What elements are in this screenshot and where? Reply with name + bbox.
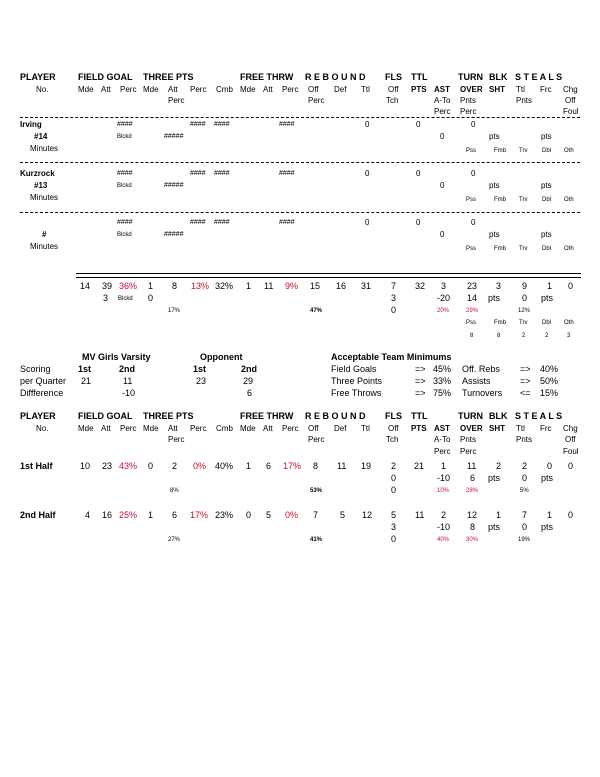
zero: 0 [365,120,370,129]
oth: Oth [564,320,574,326]
hash: #### [190,121,206,128]
ft-perc: Perc [282,424,299,433]
opp-q1-header: 1st [193,364,207,374]
fta: 11 [264,281,274,291]
fls2: 0 [391,473,397,483]
opponent-title: Opponent [200,352,243,362]
turn-perc: Perc [460,107,477,116]
block-header: BLK [489,72,508,82]
att: 3 [103,293,109,303]
stl2: 0 [522,522,528,532]
half-label: 2nd Half [20,510,56,520]
zero: 0 [471,169,476,178]
pts-label: pts [488,473,501,483]
opp-q2-diff: 6 [247,388,253,398]
zero: 0 [471,120,476,129]
stl-perc: 12% [518,308,531,314]
hash: #### [190,219,206,226]
ast-perc: Perc [434,107,451,116]
blk: 1 [496,510,502,520]
scoring-label: Scoring [20,364,51,374]
min-val: 33% [433,376,452,386]
ast: 3 [441,281,447,291]
min-op: => [520,364,531,374]
steals-header: S T E A L S [515,72,563,82]
to2: 6 [470,473,476,483]
pts: pts [541,230,552,239]
ast-ato: A-To [434,96,451,105]
min-label: Three Points [331,376,383,386]
zero: 0 [440,181,445,190]
tp-perc2: 27% [168,537,181,543]
blocked: Blckd [117,183,132,189]
sht: SHT [489,85,505,94]
tp: 0 [148,293,154,303]
off-perc: 41% [310,537,323,543]
hash: #### [117,219,133,226]
cmb: 23% [215,510,234,520]
dbl: Dbl [542,197,552,203]
dbl-val: 2 [545,333,549,339]
trv-val: 2 [522,333,526,339]
fg-perc: 43% [119,461,138,471]
blk: 3 [496,281,502,291]
min-label: Free Throws [331,388,382,398]
trv: Trv [519,246,528,252]
player-name: Irving [20,120,42,129]
fg-mde: Mde [78,85,94,94]
pts: pts [489,132,500,141]
blocked: Blckd [118,296,133,302]
off: 8 [313,461,319,471]
stl-pnts: Pnts [516,435,533,444]
trv: Trv [519,197,528,203]
stl2: 0 [522,473,528,483]
to2: 14 [467,293,478,303]
block-header: BLK [489,411,508,421]
pts-label: pts [541,473,554,483]
hash: #### [117,121,133,128]
tp-perc2: 17% [168,308,181,314]
ftm: 0 [246,510,252,520]
ast-perc: Perc [434,447,451,456]
turn-header: TURN [458,411,483,421]
field-goal-header: FIELD GOAL [78,411,133,421]
player-name: Kurzrock [20,169,55,178]
ast-perc: 40% [437,537,450,543]
zero: 0 [416,218,421,227]
to: 23 [467,281,478,291]
min-label: Turnovers [462,388,503,398]
stl-ttl: Ttl [516,424,525,433]
chg: Chg [563,424,578,433]
to-perc: 29% [466,308,479,314]
min-val: 15% [540,388,559,398]
trv: Trv [519,148,528,154]
reb-def: Def [334,424,347,433]
pss: Pss [466,246,477,252]
tp-perc: Perc [190,424,207,433]
field-goal-header: FIELD GOAL [78,72,133,82]
cmb: Cmb [216,85,233,94]
hash: ##### [164,182,184,189]
hash: #### [279,121,295,128]
blk: 2 [496,461,502,471]
reb-off: Off [308,424,319,433]
min-op: => [520,376,531,386]
q1-header: 1st [78,364,92,374]
trv: Trv [519,320,528,326]
free-throw-header: FREE THRW [240,72,294,82]
pts: pts [541,181,552,190]
no-header: No. [36,85,49,94]
fg-perc: Perc [120,424,137,433]
stl-perc: 5% [520,488,529,494]
min-op: => [415,388,426,398]
frc: Frc [540,424,552,433]
q1-score: 21 [81,376,92,386]
three-pts-header: THREE PTS [143,411,194,421]
chg: 0 [568,281,574,291]
hash: ##### [164,133,184,140]
pss-val: 8 [470,333,474,339]
zero: 0 [440,230,445,239]
fmb: Fmb [494,197,506,203]
opp-q2-score: 29 [243,376,254,386]
min-op: => [415,364,426,374]
fls3: 0 [391,305,397,315]
ftm: 1 [246,281,252,291]
min-val: 45% [433,364,452,374]
ft-perc: Perc [282,85,299,94]
tp-perc: 0% [193,461,207,471]
pts-label: pts [488,293,501,303]
cmb: 32% [215,281,234,291]
tp-perc: Perc [190,85,207,94]
frc: Frc [540,85,552,94]
ft-perc: 0% [285,510,299,520]
player-number: #14 [34,132,48,141]
difference-label: Diffference [20,388,64,398]
tpa: 6 [172,510,178,520]
fg-mde: Mde [78,424,94,433]
hash: #### [279,219,295,226]
to2: 8 [470,522,476,532]
opp-q1-score: 23 [196,376,207,386]
chg-foul: Foul [563,107,579,116]
pts: 32 [415,281,426,291]
fg-perc: 25% [119,510,138,520]
ast-perc: 10% [437,488,450,494]
tp-att-perc: Perc [168,435,185,444]
def: 16 [336,281,347,291]
hash: #### [214,170,230,177]
fta: 6 [266,461,272,471]
to: 12 [467,510,478,520]
chg: 0 [568,461,574,471]
dbl: Dbl [542,246,552,252]
oth: Oth [564,197,574,203]
reb-ttl: Ttl [361,424,370,433]
player-number: #13 [34,181,48,190]
fta: 5 [266,510,272,520]
oth: Oth [564,246,574,252]
stl: 9 [522,281,528,291]
no-header: No. [36,424,49,433]
reb-off-perc: Perc [308,435,325,444]
oth: Oth [564,148,574,154]
ft-mde: Mde [240,424,256,433]
ft-att: Att [263,85,273,94]
chg-off: Off [565,435,576,444]
fouls-header: FLS [385,72,402,82]
over: OVER [460,424,483,433]
fmb: Fmb [494,148,506,154]
ttl: 19 [361,461,372,471]
cmb: 40% [215,461,234,471]
off-perc: 47% [310,308,323,314]
tpm: 0 [148,461,154,471]
zero: 0 [471,218,476,227]
off: 7 [313,510,319,520]
total-header: TTL [411,411,428,421]
tp-perc: 17% [190,510,209,520]
ft-mde: Mde [240,85,256,94]
hash: #### [190,170,206,177]
pts: PTS [411,424,427,433]
three-pts-header: THREE PTS [143,72,194,82]
stl-pnts: Pnts [516,96,533,105]
ato: -20 [437,293,451,303]
dbl: Dbl [542,148,552,154]
tp-att-perc: Perc [168,96,185,105]
over: OVER [460,85,483,94]
tpa: 8 [172,281,178,291]
reb-ttl: Ttl [361,85,370,94]
chg-off: Off [565,96,576,105]
rebound-header: R E B O U N D [305,72,366,82]
hash: #### [117,170,133,177]
hash: #### [279,170,295,177]
pts-label: pts [488,522,501,532]
q2-diff: -10 [122,388,136,398]
q2-header: 2nd [119,364,136,374]
total-header: TTL [411,72,428,82]
player-header: PLAYER [20,72,56,82]
fls2: 3 [391,522,397,532]
min-op: => [415,376,426,386]
def: 5 [340,510,346,520]
fls2: 3 [391,293,397,303]
ft-perc: 17% [283,461,302,471]
fmb-val: 8 [497,333,501,339]
chg: 0 [568,510,574,520]
opp-q2-header: 2nd [241,364,258,374]
ast: 2 [441,510,447,520]
ast-ato: A-To [434,435,451,444]
fls3: 0 [391,534,397,544]
minutes-label: Minutes [30,242,59,251]
ast: AST [434,85,450,94]
off: 15 [310,281,321,291]
ast: AST [434,424,450,433]
dbl: Dbl [542,320,552,326]
min-val: 50% [540,376,559,386]
fgm: 10 [79,461,90,471]
minimums-title: Acceptable Team Minimums [331,352,452,362]
per-quarter-label: per Quarter [20,376,67,386]
fga: 23 [101,461,112,471]
ttl: 31 [361,281,372,291]
tp-att: Att [168,424,178,433]
pss: Pss [466,197,477,203]
stl-perc: 19% [518,537,531,543]
tpm: 1 [148,281,154,291]
pts: 21 [414,461,425,471]
reb-off: Off [308,85,319,94]
pts-label: pts [541,293,554,303]
tp-mde: Mde [143,85,159,94]
off-perc: 53% [310,488,323,494]
turn-pnts: Pnts [460,96,477,105]
blocked: Blckd [117,232,132,238]
frc: 0 [547,461,553,471]
fls-tch: Tch [386,435,399,444]
pts-label: pts [541,522,554,532]
to-perc: 30% [466,537,479,543]
pts: pts [541,132,552,141]
fmb: Fmb [494,320,506,326]
tp-perc2: 8% [170,488,179,494]
reb-off-perc: Perc [308,96,325,105]
pts: pts [489,230,500,239]
free-throw-header: FREE THRW [240,411,294,421]
ft-perc: 9% [285,281,299,291]
tpm: 1 [148,510,154,520]
fls: 5 [391,510,397,520]
chg: Chg [563,85,578,94]
to-perc: 28% [466,488,479,494]
tp-mde: Mde [143,424,159,433]
fg-att: Att [101,424,111,433]
turn-pnts: Pnts [460,435,477,444]
hash: #### [214,121,230,128]
tpa: 2 [172,461,178,471]
ftm: 1 [246,461,252,471]
pss: Pss [466,320,477,326]
frc: 1 [547,281,553,291]
half-label: 1st Half [20,461,53,471]
fls: 2 [391,461,397,471]
fls3: 0 [391,485,397,495]
ft-att: Att [263,424,273,433]
turn-perc: Perc [460,447,477,456]
fgm: 14 [79,281,90,291]
zero: 0 [365,169,370,178]
zero: 0 [416,120,421,129]
min-val: 40% [540,364,559,374]
pts: pts [489,181,500,190]
fg-perc: 36% [119,281,138,291]
min-label: Off. Rebs [462,364,500,374]
tp-att: Att [168,85,178,94]
fls-off: Off [388,85,399,94]
min-op: <= [520,388,531,398]
pts: 11 [415,510,425,520]
fouls-header: FLS [385,411,402,421]
oth-val: 3 [567,333,571,339]
cmb: Cmb [216,424,233,433]
ast-perc: 20% [437,308,450,314]
steals-header: S T E A L S [515,411,563,421]
hash: ##### [164,231,184,238]
team-title: MV Girls Varsity [82,352,151,362]
ato: -10 [437,522,451,532]
pts: PTS [411,85,427,94]
zero: 0 [440,132,445,141]
fls-off: Off [388,424,399,433]
ttl: 12 [362,510,373,520]
fls-tch: Tch [386,96,399,105]
fg-perc: Perc [120,85,137,94]
rebound-header: R E B O U N D [305,411,366,421]
stl: 7 [522,510,528,520]
fga: 16 [101,510,112,520]
min-label: Assists [462,376,491,386]
frc: 1 [547,510,553,520]
to: 11 [467,461,477,471]
stl: 2 [522,461,528,471]
minutes-label: Minutes [30,193,59,202]
stl2: 0 [522,293,528,303]
blocked: Blckd [117,134,132,140]
chg-foul: Foul [563,447,579,456]
ast: 1 [441,461,447,471]
minutes-label: Minutes [30,144,59,153]
pss: Pss [466,148,477,154]
player-number: # [42,230,47,239]
sht: SHT [489,424,505,433]
fgm: 4 [84,510,90,520]
q2-score: 11 [123,376,133,386]
player-header: PLAYER [20,411,56,421]
fmb: Fmb [494,246,506,252]
min-val: 75% [433,388,452,398]
zero: 0 [416,169,421,178]
turn-header: TURN [458,72,483,82]
tp-perc: 13% [191,281,210,291]
min-label: Field Goals [331,364,377,374]
zero: 0 [365,218,370,227]
def: 11 [337,461,347,471]
fls: 7 [391,281,397,291]
reb-def: Def [334,85,347,94]
hash: #### [214,219,230,226]
fg-att: Att [101,85,111,94]
ato: -10 [437,473,451,483]
stl-ttl: Ttl [516,85,525,94]
fga: 39 [101,281,112,291]
